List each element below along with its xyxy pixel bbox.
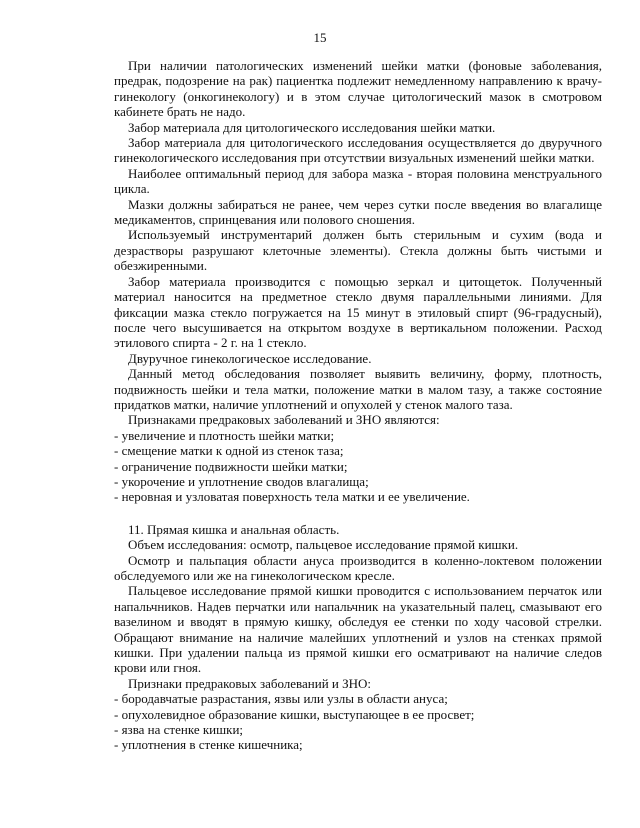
paragraph-digital-exam: Пальцевое исследование прямой кишки проводится с использованием перчаток или напальчников. Надев перчатки или напальчник на указательный палец, смазывают его вазелином и вводят в прямую кишку, обследуя ее стенки по ходу часовой стрелки. Обращают внимание на наличие малейших уплотнений и узлов на стенках прямой кишки. При удалении пальца из прямой кишки его осматривают на наличие следов крови или гноя. [114, 583, 602, 676]
list-item: - язва на стенке кишки; [114, 722, 244, 738]
list-item: - уплотнения в стенке кишечника; [114, 737, 303, 753]
list-item: - укорочение и уплотнение сводов влагалища; [114, 473, 369, 489]
paragraph-anus-inspection: Осмотр и пальпация области ануса производится в коленно-локтевом положении обследуемого или же на гинекологическом кресле. [114, 552, 602, 583]
paragraph-instruments: Используемый инструментарий должен быть стерильным и сухим (вода и дезрастворы разрушают клеточные элементы). Стекла должны быть чистыми и обезжиренными. [114, 227, 602, 274]
signs-list-rectal [114, 691, 602, 753]
paragraph-sampling-timing: Забор материала для цитологического исследования осуществляется до двуручного гинекологического исследования при отсутствии визуальных изменений шейки матки. [114, 135, 602, 166]
paragraph-optimal-period: Наиболее оптимальный период для забора мазка - вторая половина менструального цикла. [114, 165, 602, 197]
section-heading-rectum: 11. Прямая кишка и анальная область. [128, 521, 340, 537]
list-item: - смещение матки к одной из стенок таза; [114, 443, 344, 459]
list-item: - опухолевидное образование кишки, выступающее в ее просвет; [114, 706, 475, 722]
paragraph-bimanual-method: Данный метод обследования позволяет выявить величину, форму, плотность, подвижность шейки и тела матки, положение матки в малом тазу, а также состояние придатков матки, наличие уплотнений и опухолей у стенок малого таза. [114, 366, 602, 412]
paragraph-sampling-procedure: Забор материала производится с помощью зеркал и цитощеток. Полученный материал наносится на предметное стекло двумя параллельными линиями. Для фиксации мазка стекло погружается на 15 минут в этиловый спирт (96-градусный), после чего высушивается на открытом воздухе в вертикальном положении. Расход этилового спирта - 2 г. на 1 стекло. [114, 273, 602, 351]
subheading-bimanual-exam: Двуручное гинекологическое исследование. [128, 350, 372, 366]
page-number: 15 [313, 30, 327, 45]
page-content [114, 58, 602, 753]
subheading-cytology-sampling: Забор материала для цитологического исследования шейки матки. [128, 119, 496, 135]
list-item: - бородавчатые разрастания, язвы или узлы в области ануса; [114, 691, 448, 707]
paragraph-rectal-signs-intro: Признаки предраковых заболеваний и ЗНО: [128, 675, 372, 691]
paragraph-smear-restrictions: Мазки должны забираться не ранее, чем через сутки после введения во влагалище медикаментов, спринцевания или полового сношения. [114, 196, 602, 228]
signs-list-gynecologic [114, 428, 602, 505]
paragraph-exam-scope: Объем исследования: осмотр, пальцевое исследование прямой кишки. [128, 537, 519, 553]
list-item: - ограничение подвижности шейки матки; [114, 458, 348, 474]
list-item: - неровная и узловатая поверхность тела матки и ее увеличение. [114, 489, 470, 505]
paragraph-signs-intro: Признаками предраковых заболеваний и ЗНО являются: [128, 412, 440, 428]
paragraph-pathology-referral: При наличии патологических изменений шейки матки (фоновые заболевания, предрак, подозрение на рак) пациентка подлежит немедленному направлению к врачу-гинекологу (онкогинекологу) и в этом случае цитологический мазок в смотровом кабинете брать не надо. [114, 58, 602, 120]
list-item: - увеличение и плотность шейки матки; [114, 427, 335, 443]
